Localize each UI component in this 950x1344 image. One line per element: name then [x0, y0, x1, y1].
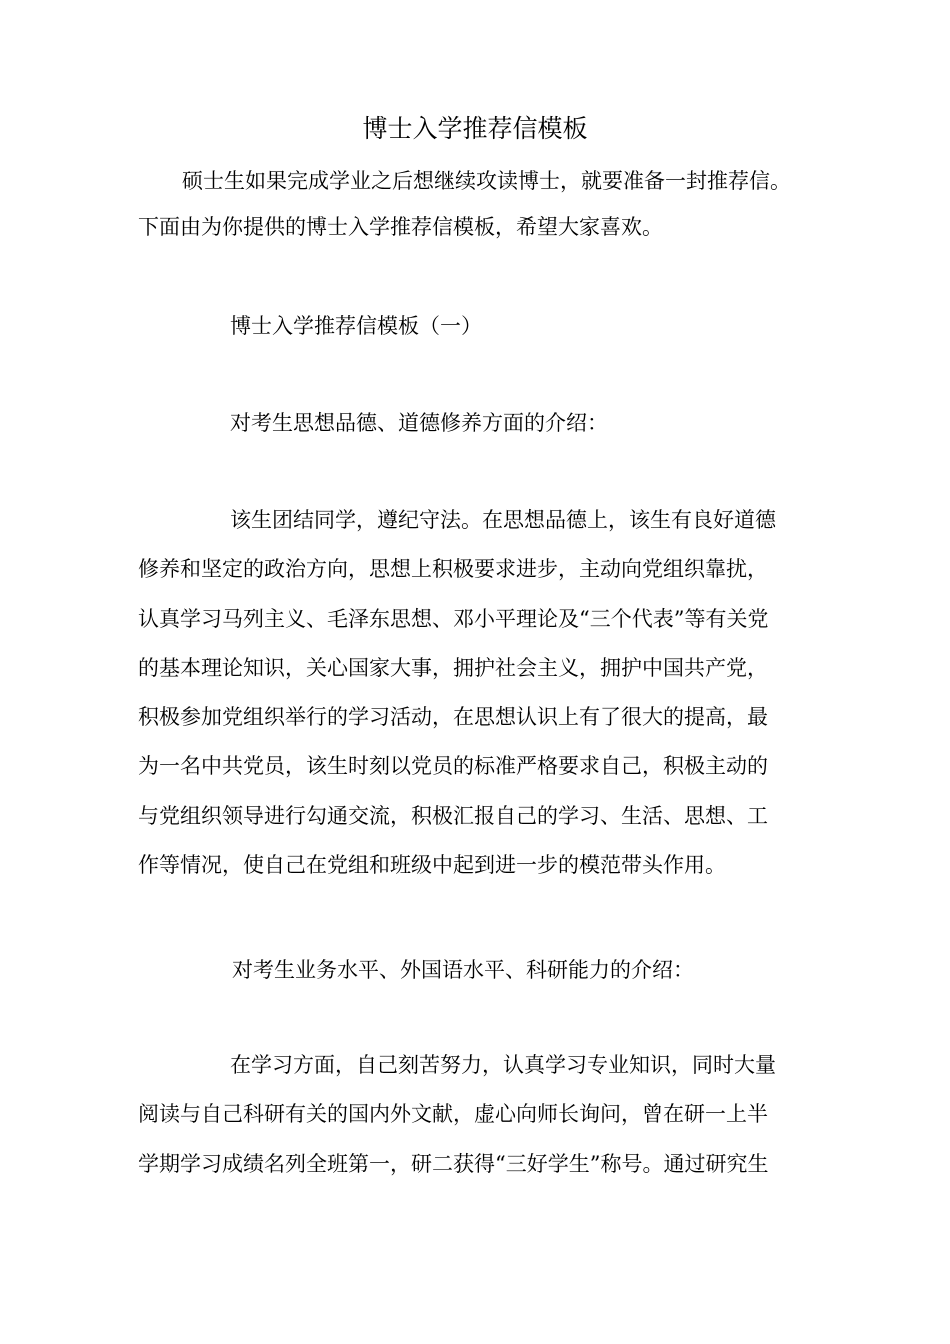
paragraph-line: 该生团结同学，遵纪守法。在思想品德上，该生有良好道德 — [230, 508, 776, 532]
paragraph-line: 学期学习成绩名列全班第一，研二获得“三好学生”称号。通过研究生 — [138, 1151, 769, 1176]
paragraph-line: 作等情况，使自己在党组和班级中起到进一步的模范带头作用。 — [138, 853, 726, 878]
paragraph-moral-character — [138, 496, 810, 890]
paragraph-line: 修养和坚定的政治方向，思想上积极要求进步，主动向党组织靠扰， — [138, 557, 768, 582]
paragraph-line: 认真学习马列主义、毛泽东思想、邓小平理论及“三个代表”等有关党 — [138, 606, 769, 631]
paragraph-line: 阅读与自己科研有关的国内外文献，虚心向师长询问，曾在研一上半 — [138, 1102, 768, 1127]
paragraph-line: 为一名中共党员，该生时刻以党员的标准严格要求自己，积极主动的 — [138, 754, 768, 779]
paragraph-line: 与党组织领导进行勾通交流，积极汇报自己的学习、生活、思想、工 — [138, 803, 768, 828]
heading-moral-character: 对考生思想品德、道德修养方面的介绍： — [230, 411, 608, 435]
paragraph-line: 的基本理论知识，关心国家大事，拥护社会主义，拥护中国共产党， — [138, 655, 768, 680]
section-title: 博士入学推荐信模板（一） — [230, 314, 482, 338]
paragraph-academic-ability — [138, 1041, 810, 1189]
intro-line: 硕士生如果完成学业之后想继续攻读博士，就要准备一封推荐信。 — [182, 169, 791, 193]
intro-line: 下面由为你提供的博士入学推荐信模板，希望大家喜欢。 — [138, 215, 663, 239]
document-title: 博士入学推荐信模板 — [362, 114, 588, 143]
paragraph-line: 在学习方面，自己刻苦努力，认真学习专业知识，同时大量 — [230, 1053, 776, 1077]
intro-paragraph — [138, 158, 828, 250]
heading-academic-ability: 对考生业务水平、外国语水平、科研能力的介绍： — [232, 958, 694, 982]
paragraph-line: 积极参加党组织举行的学习活动，在思想认识上有了很大的提高，最 — [138, 705, 768, 730]
